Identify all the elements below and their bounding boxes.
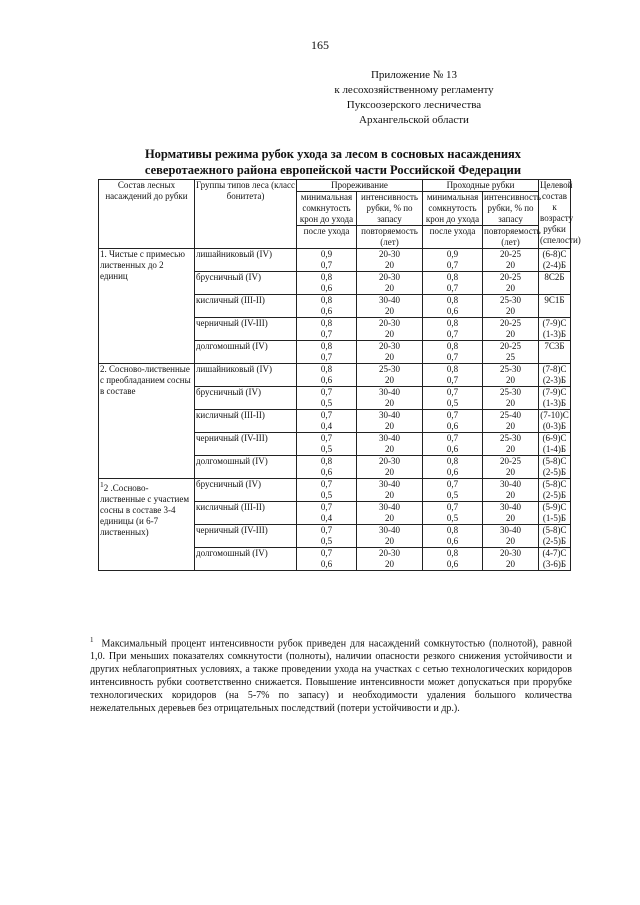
thinning-intensity-cell: 20-30 20 [357, 272, 423, 295]
target-cell: 8С2Б [539, 272, 571, 295]
thinning-density-cell: 0,8 0,6 [297, 295, 357, 318]
group-label: 1. Чистые с примесью лиственных до 2 единиц [99, 249, 195, 364]
passage-intensity-cell: 30-40 20 [483, 525, 539, 548]
thinning-density-cell: 0,8 0,7 [297, 341, 357, 364]
passage-intensity-cell: 20-25 20 [483, 456, 539, 479]
appendix-number: Приложение № 13 [370, 69, 458, 81]
passage-intensity-cell: 20-30 20 [483, 548, 539, 571]
target-cell: 7С3Б [539, 341, 571, 364]
header-composition: Состав лесных насаждений до рубки [99, 180, 195, 249]
appendix-line-1: к лесохозяйственному регламенту [334, 84, 494, 96]
footnote-text: Максимальный процент интенсивности рубок приведен для насаждений сомкнутостью (полнотой), равной 1,0. При меньших показателях сомкнутости (полноты), наличии опасности резкого снижения устойчивости и других неблагоприятных условиях, а также проведении ухода на участках с сетью технологических коридоров интенсивность рубки соответственно снижается. Повышение интенсивности может допускаться при прорубке технологических коридоров (на 5-7% по запасу) и необходимости удаления большого количества нежелательных деревьев без отрицательных последствий (потери устойчивости и др.). [90, 638, 572, 715]
header-passage-cuttings: Проходные рубки [423, 180, 539, 192]
thinning-intensity-cell: 30-40 20 [357, 433, 423, 456]
thinning-density-cell: 0,8 0,6 [297, 456, 357, 479]
target-cell: 9С1Б [539, 295, 571, 318]
thinning-intensity-cell: 25-30 20 [357, 364, 423, 387]
thinning-intensity-cell: 30-40 20 [357, 410, 423, 433]
target-cell: (6-9)С (1-4)Б [539, 433, 571, 456]
target-cell: (7-9)С (1-3)Б [539, 318, 571, 341]
appendix-line-3: Архангельской области [359, 114, 469, 126]
passage-density-cell: 0,8 0,6 [423, 295, 483, 318]
passage-density-cell: 0,8 0,7 [423, 318, 483, 341]
table-row [99, 364, 571, 387]
thinning-density-cell: 0,8 0,6 [297, 364, 357, 387]
appendix-line-2: Пуксоозерского лесничества [346, 99, 482, 111]
target-cell: (5-8)С (2-5)Б [539, 456, 571, 479]
target-cell: (5-8)С (2-5)Б [539, 479, 571, 502]
header-thinning-after: после ухода [297, 226, 357, 249]
target-cell: (5-8)С (2-5)Б [539, 525, 571, 548]
passage-intensity-cell: 25-40 20 [483, 410, 539, 433]
footnote-ref: 1 [100, 480, 104, 489]
forest-type-cell: брусничный (IV) [195, 272, 297, 295]
passage-density-cell: 0,8 0,7 [423, 272, 483, 295]
title-line-2: северотаежного района европейской части Российской Федерации [144, 163, 522, 177]
thinning-density-cell: 0,7 0,5 [297, 525, 357, 548]
forest-type-cell: лишайниковый (IV) [195, 249, 297, 272]
passage-density-cell: 0,8 0,6 [423, 525, 483, 548]
passage-intensity-cell: 20-25 20 [483, 318, 539, 341]
passage-intensity-cell: 20-25 20 [483, 249, 539, 272]
passage-density-cell: 0,7 0,5 [423, 479, 483, 502]
document-title [98, 146, 568, 178]
thinning-intensity-cell: 30-40 20 [357, 525, 423, 548]
header-forest-type: Группы типов леса (класс бонитета) [195, 180, 297, 249]
header-row-1 [99, 180, 571, 192]
thinning-intensity-cell: 20-30 20 [357, 456, 423, 479]
footnote-marker: 1 [90, 636, 94, 644]
thinning-intensity-cell: 20-30 20 [357, 318, 423, 341]
target-cell: (5-9)С (1-5)Б [539, 502, 571, 525]
target-cell: (7-8)С (2-3)Б [539, 364, 571, 387]
passage-density-cell: 0,8 0,6 [423, 548, 483, 571]
passage-intensity-cell: 30-40 20 [483, 502, 539, 525]
header-target-composition: Целевой состав к возрасту рубки (спелости) [539, 180, 571, 249]
thinning-intensity-cell: 20-30 20 [357, 341, 423, 364]
forest-type-cell: кисличный (III-II) [195, 410, 297, 433]
group-label: $^1$2 .Сосново-лиственные с участием сосны в составе 3-4 единицы (и 6-7 лиственных) [99, 479, 195, 571]
header-passage-after: после ухода [423, 226, 483, 249]
thinning-density-cell: 0,9 0,7 [297, 249, 357, 272]
thinning-density-cell: 0,7 0,4 [297, 502, 357, 525]
forest-type-cell: черничный (IV-III) [195, 525, 297, 548]
header-thinning-min-density: минимальная сомкнутость крон до ухода [297, 192, 357, 226]
footnote [90, 634, 572, 715]
thinning-intensity-cell: 30-40 20 [357, 502, 423, 525]
page-number: 165 [311, 38, 329, 52]
target-cell: (6-8)С (2-4)Б [539, 249, 571, 272]
header-thinning: Прореживание [297, 180, 423, 192]
forest-type-cell: лишайниковый (IV) [195, 364, 297, 387]
passage-intensity-cell: 25-30 20 [483, 433, 539, 456]
thinning-density-cell: 0,7 0,5 [297, 387, 357, 410]
thinning-intensity-cell: 30-40 20 [357, 479, 423, 502]
thinning-density-cell: 0,7 0,5 [297, 479, 357, 502]
passage-intensity-cell: 25-30 20 [483, 364, 539, 387]
thinning-intensity-cell: 30-40 20 [357, 295, 423, 318]
forest-type-cell: кисличный (III-II) [195, 502, 297, 525]
passage-density-cell: 0,7 0,6 [423, 410, 483, 433]
passage-density-cell: 0,9 0,7 [423, 249, 483, 272]
target-cell: (7-9)С (1-3)Б [539, 387, 571, 410]
passage-intensity-cell: 25-30 20 [483, 387, 539, 410]
thinning-density-cell: 0,7 0,5 [297, 433, 357, 456]
passage-density-cell: 0,8 0,6 [423, 456, 483, 479]
header-thinning-repeat: повторяемость (лет) [357, 226, 423, 249]
thinning-density-cell: 0,8 0,6 [297, 272, 357, 295]
target-cell: (7-10)С (0-3)Б [540, 410, 569, 431]
passage-density-cell: 0,7 0,6 [423, 433, 483, 456]
header-thinning-intensity: интенсивность рубки, % по запасу [357, 192, 423, 226]
passage-density-cell: 0,7 0,5 [423, 502, 483, 525]
forest-type-cell: черничный (IV-III) [195, 318, 297, 341]
thinning-density-cell: 0,7 0,6 [297, 548, 357, 571]
thinning-density-cell: 0,8 0,7 [297, 318, 357, 341]
passage-density-cell: 0,7 0,5 [423, 387, 483, 410]
passage-density-cell: 0,8 0,7 [423, 341, 483, 364]
thinning-density-cell: 0,7 0,4 [297, 410, 357, 433]
thinning-intensity-cell: 20-30 20 [357, 249, 423, 272]
passage-intensity-cell: 20-25 20 [483, 272, 539, 295]
header-passage-intensity: интенсивность рубки, % по запасу [484, 192, 542, 224]
table-row [99, 249, 571, 272]
forest-type-cell: черничный (IV-III) [195, 433, 297, 456]
thinning-intensity-cell: 20-30 20 [357, 548, 423, 571]
group-label: 2. Сосново-лиственные с преобладанием сосны в составе [99, 364, 195, 479]
forest-type-cell: брусничный (IV) [195, 479, 297, 502]
forest-type-cell: долгомошный (IV) [195, 341, 297, 364]
appendix-header [294, 68, 534, 128]
header-passage-min-density: минимальная сомкнутость крон до ухода [423, 192, 483, 226]
forest-type-cell: долгомошный (IV) [195, 548, 297, 571]
forest-type-cell: кисличный (III-II) [195, 295, 297, 318]
forest-type-cell: долгомошный (IV) [195, 456, 297, 479]
title-line-1: Нормативы режима рубок ухода за лесом в сосновых насаждениях [144, 147, 522, 161]
passage-intensity-cell: 25-30 20 [483, 295, 539, 318]
passage-intensity-cell: 30-40 20 [483, 479, 539, 502]
table-row [99, 479, 571, 502]
passage-density-cell: 0,8 0,7 [423, 364, 483, 387]
target-cell: (4-7)С (3-6)Б [539, 548, 571, 571]
thinning-intensity-cell: 30-40 20 [357, 387, 423, 410]
passage-intensity-cell: 20-25 25 [483, 341, 539, 364]
forest-type-cell: брусничный (IV) [195, 387, 297, 410]
norms-table [98, 179, 581, 571]
header-passage-repeat: повторяемость (лет) [484, 226, 541, 247]
